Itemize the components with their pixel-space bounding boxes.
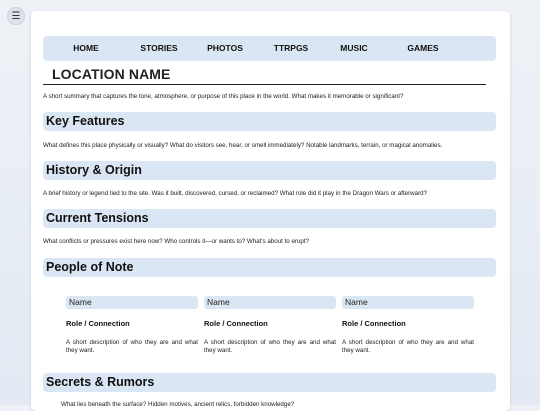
- hamburger-icon: ☰: [11, 10, 21, 22]
- section-header-history: [43, 161, 496, 180]
- nav-music[interactable]: MUSIC: [340, 43, 368, 53]
- person-desc-1: A short description of who they are and what they want.: [66, 339, 198, 354]
- section-title: Current Tensions: [46, 211, 149, 225]
- section-header-tensions: [43, 209, 496, 228]
- section-title: People of Note: [46, 260, 134, 274]
- section-header-key-features: [43, 112, 496, 131]
- person-role-2: Role / Connection: [204, 319, 268, 328]
- section-header-secrets: [43, 373, 496, 392]
- person-desc-2: A short description of who they are and what they want.: [204, 339, 336, 354]
- section-title: Secrets & Rumors: [46, 375, 155, 389]
- page-title: LOCATION NAME: [52, 66, 171, 82]
- menu-button[interactable]: [7, 7, 25, 25]
- location-summary: A short summary that captures the tone, atmosphere, or purpose of this place in the world. What makes it memorable or significant?: [43, 93, 404, 100]
- person-name-2: Name: [204, 296, 336, 309]
- history-text: A brief history or legend tied to the site. Was it built, discovered, cursed, or reclaimed? What role did it play in the Dragon Wars or afterward?: [43, 190, 428, 197]
- person-name-1: Name: [66, 296, 198, 309]
- nav-photos[interactable]: PHOTOS: [207, 43, 243, 53]
- nav-home[interactable]: HOME: [73, 43, 99, 53]
- person-name-3: Name: [342, 296, 474, 309]
- top-nav: [43, 36, 496, 61]
- key-features-text: What defines this place physically or visually? What do visitors see, hear, or smell immediately? Notable landmarks, terrain, or magical anomalies.: [43, 142, 443, 149]
- nav-ttrpgs[interactable]: TTRPGS: [273, 43, 309, 53]
- section-header-people: [43, 258, 496, 277]
- section-title: Key Features: [46, 114, 125, 128]
- nav-stories[interactable]: STORIES: [140, 43, 178, 53]
- nav-games[interactable]: GAMES: [407, 43, 439, 53]
- person-role-1: Role / Connection: [66, 319, 130, 328]
- section-title: History & Origin: [46, 163, 142, 177]
- title-divider: [43, 84, 486, 85]
- person-role-3: Role / Connection: [342, 319, 406, 328]
- person-desc-3: A short description of who they are and what they want.: [342, 339, 474, 354]
- page-card: [31, 11, 510, 411]
- tensions-text: What conflicts or pressures exist here now? Who controls it—or wants to? What's about to erupt?: [43, 238, 309, 245]
- secrets-text: What lies beneath the surface? Hidden motives, ancient relics, forbidden knowledge?: [61, 401, 295, 408]
